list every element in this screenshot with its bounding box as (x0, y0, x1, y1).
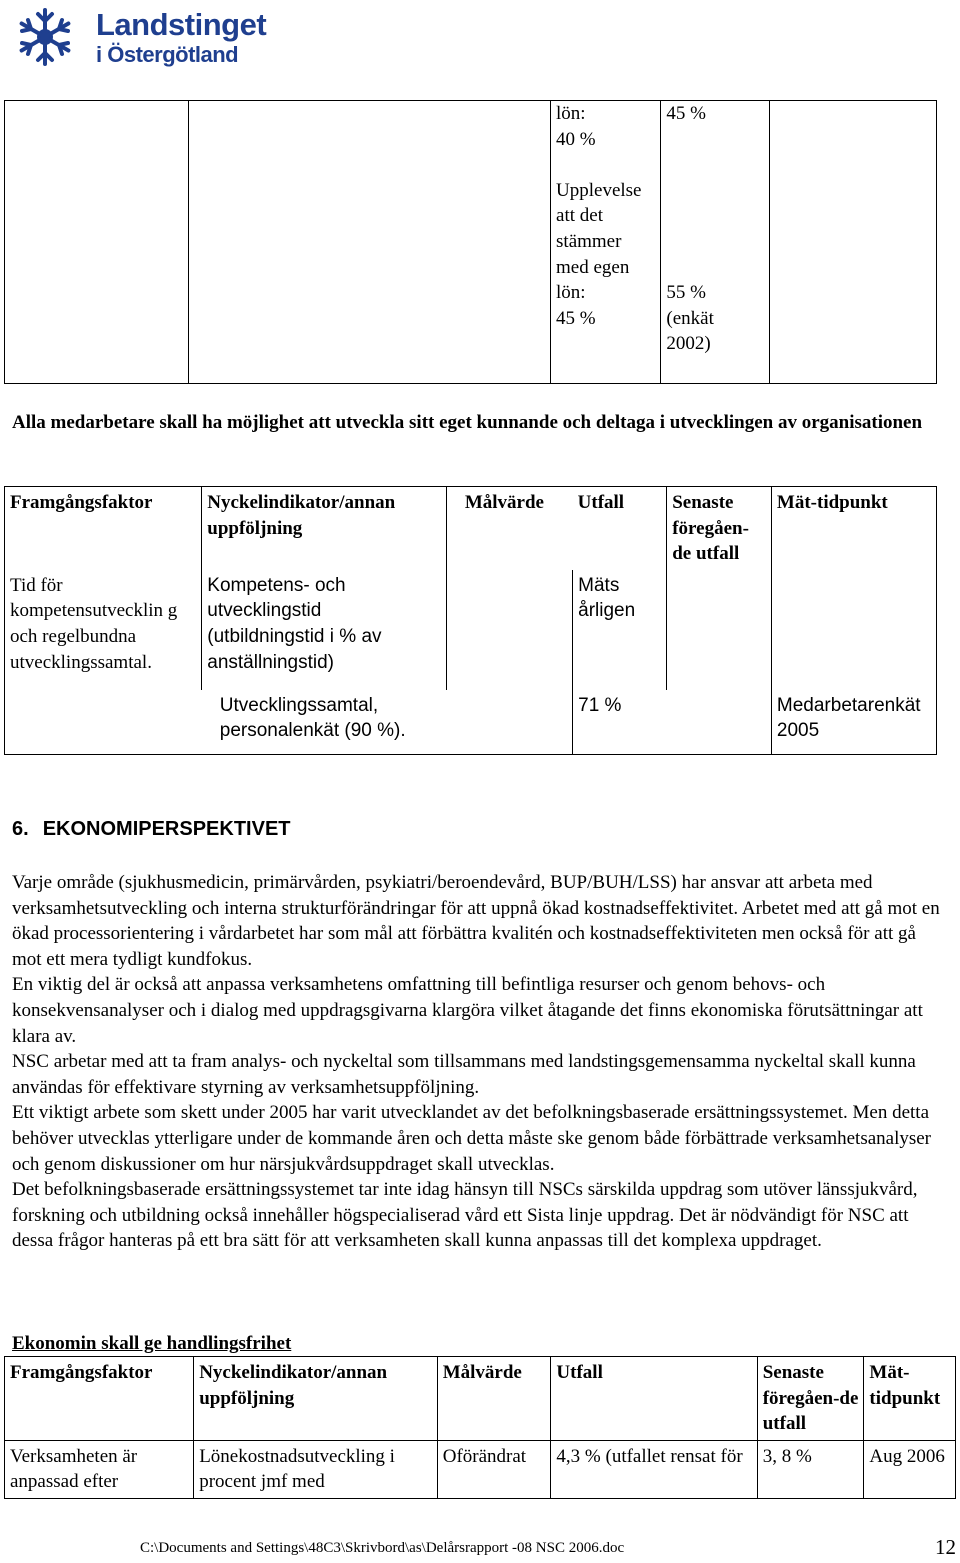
t1-cell-1 (5, 101, 189, 384)
paragraph: Ett viktigt arbete som skett under 2005 har varit utvecklandet av det befolkningsbaserade ersättningssystemet. Men detta behöver utvecklas ytterligare under de kommande åren och detta måste ske genom både förbättrade verksamhetsanalyser och genom diskussioner om hur närsjukvårdsuppdraget skall utvecklas. (12, 1102, 932, 1175)
t1-cell-2 (189, 101, 551, 384)
paragraph: Varje område (sjukhusmedicin, primärvården, psykiatri/beroendevård, BUP/BUH/LSS) har ansvar att arbeta med verksamhetsutveckling och interna strukturförändringar för att uppnå ökad kostnadseffektivitet. Arbetet med att gå mot en ökad processorientering i vårdarbetet har som mål att förbättra kvalitén och kostnadseffektiviteten men också för att gå mot ett mera tydligt kundfokus. (12, 872, 940, 970)
section-name: EKONOMIPERSPEKTIVET (42, 818, 291, 840)
header-senaste: Senaste föregåen-de utfall (667, 487, 772, 570)
row2-framgangsfaktor (5, 690, 202, 755)
t1-cell-3 (551, 101, 661, 384)
row2-utfall: 71 % (573, 690, 667, 755)
t1-text: 45 % (556, 307, 596, 329)
paragraph: En viktig del är också att anpassa verksamhetens omfattning till befintliga resurser och genom behovs- och konsekvensanalyser och i dialog med uppdragsgivarna klargöra vilket åtagande det finns ekonomiska förutsättningar att klara av. (12, 974, 923, 1047)
t3-header-mattidpunkt: Mät-tidpunkt (864, 1357, 956, 1441)
continued-table (4, 100, 937, 384)
t1-text: stämmer (556, 230, 622, 252)
body-text (12, 870, 942, 1254)
goal-heading: Alla medarbetare skall ha möjlighet att utveckla sitt eget kunnande och deltaga i utvecklingen av organisationen (12, 412, 923, 433)
page-number: 12 (935, 1535, 956, 1559)
row2-senaste (667, 690, 772, 755)
header-nyckelindikator: Nyckelindikator/annan uppföljning (202, 487, 447, 570)
row1-malvarde (446, 570, 572, 690)
t3-row1-nyckelindikator: Lönekostnadsutveckling i procent jmf med (194, 1440, 438, 1498)
t1-text: 40 % (556, 128, 596, 150)
row1-senaste (667, 570, 772, 690)
t3-row1-framgangsfaktor: Verksamheten är anpassad efter (5, 1440, 194, 1498)
t3-row1-malvarde: Oförändrat (437, 1440, 551, 1498)
row1-framgangsfaktor: Tid för kompetensutvecklin g och regelbundna utvecklingssamtal. (5, 570, 202, 690)
t3-header-malvarde: Målvärde (437, 1357, 551, 1441)
header-mattidpunkt: Mät-tidpunkt (771, 487, 936, 570)
t1-text: 55 % (666, 282, 706, 304)
paragraph: Det befolkningsbaserade ersättningssystemet tar inte idag hänsyn till NSCs särskilda uppdrag som utöver länssjukvård, forskning och utbildning också innehåller högspecialiserad vård ett Sista linje uppdrag. Det är nödvändigt för NSC att dessa frågor hanteras på ett bra sätt för att verksamheten skall kunna anpassas till det komplexa uppdraget. (12, 1179, 918, 1252)
t1-text: att det (556, 205, 603, 227)
t3-header-senaste: Senaste föregåen-de utfall (757, 1357, 864, 1441)
landstinget-logo (12, 4, 282, 70)
logo-name-line2: i Östergötland (96, 42, 239, 67)
t3-header-framgangsfaktor: Framgångsfaktor (5, 1357, 194, 1441)
economy-table (4, 1356, 956, 1499)
t1-text: med egen (556, 256, 630, 278)
t3-row1-mattidpunkt: Aug 2006 (864, 1440, 956, 1498)
footer-path: C:\Documents and Settings\48C3\Skrivbord\as\Delårsrapport -08 NSC 2006.doc (140, 1540, 625, 1556)
t1-text: Upplevelse (556, 179, 642, 201)
competence-table (4, 486, 937, 755)
row2-mattidpunkt: Medarbetarenkät 2005 (771, 690, 936, 755)
row1-utfall: Mäts årligen (573, 570, 667, 690)
header-utfall: Utfall (573, 487, 667, 570)
t1-text: lön: (556, 282, 586, 304)
header-framgangsfaktor: Framgångsfaktor (5, 487, 202, 570)
header-malvarde: Målvärde (446, 487, 572, 570)
t3-header-utfall: Utfall (551, 1357, 757, 1441)
t1-text: 45 % (666, 103, 706, 124)
section-title (12, 818, 305, 841)
paragraph: NSC arbetar med att ta fram analys- och nyckeltal som tillsammans med landstingsgemensamma nyckeltal skall kunna användas för effektivare styrning av verksamhetsuppföljning. (12, 1051, 916, 1098)
row1-nyckelindikator: Kompetens- och utvecklingstid (utbildningstid i % av anställningstid) (202, 570, 447, 690)
t1-cell-5 (769, 101, 936, 384)
t1-text: 2002) (666, 333, 711, 355)
t3-row1-senaste: 3, 8 % (757, 1440, 864, 1498)
t1-cell-4 (661, 101, 769, 384)
row2-malvarde (446, 690, 572, 755)
row2-nyckelindikator: Utvecklingssamtal, personalenkät (90 %). (202, 690, 447, 755)
snowflake-emblem-icon (12, 4, 78, 70)
t3-header-nyckelindikator: Nyckelindikator/annan uppföljning (194, 1357, 438, 1441)
section-number: 6. (12, 818, 29, 840)
logo-name-line1: Landstinget (96, 7, 267, 42)
row1-mattidpunkt (771, 570, 936, 690)
t3-row1-utfall: 4,3 % (utfallet rensat för (551, 1440, 757, 1498)
sub-heading: Ekonomin skall ge handlingsfrihet (12, 1333, 292, 1354)
t1-text: lön: (556, 103, 586, 124)
t1-text: (enkät (666, 307, 714, 329)
